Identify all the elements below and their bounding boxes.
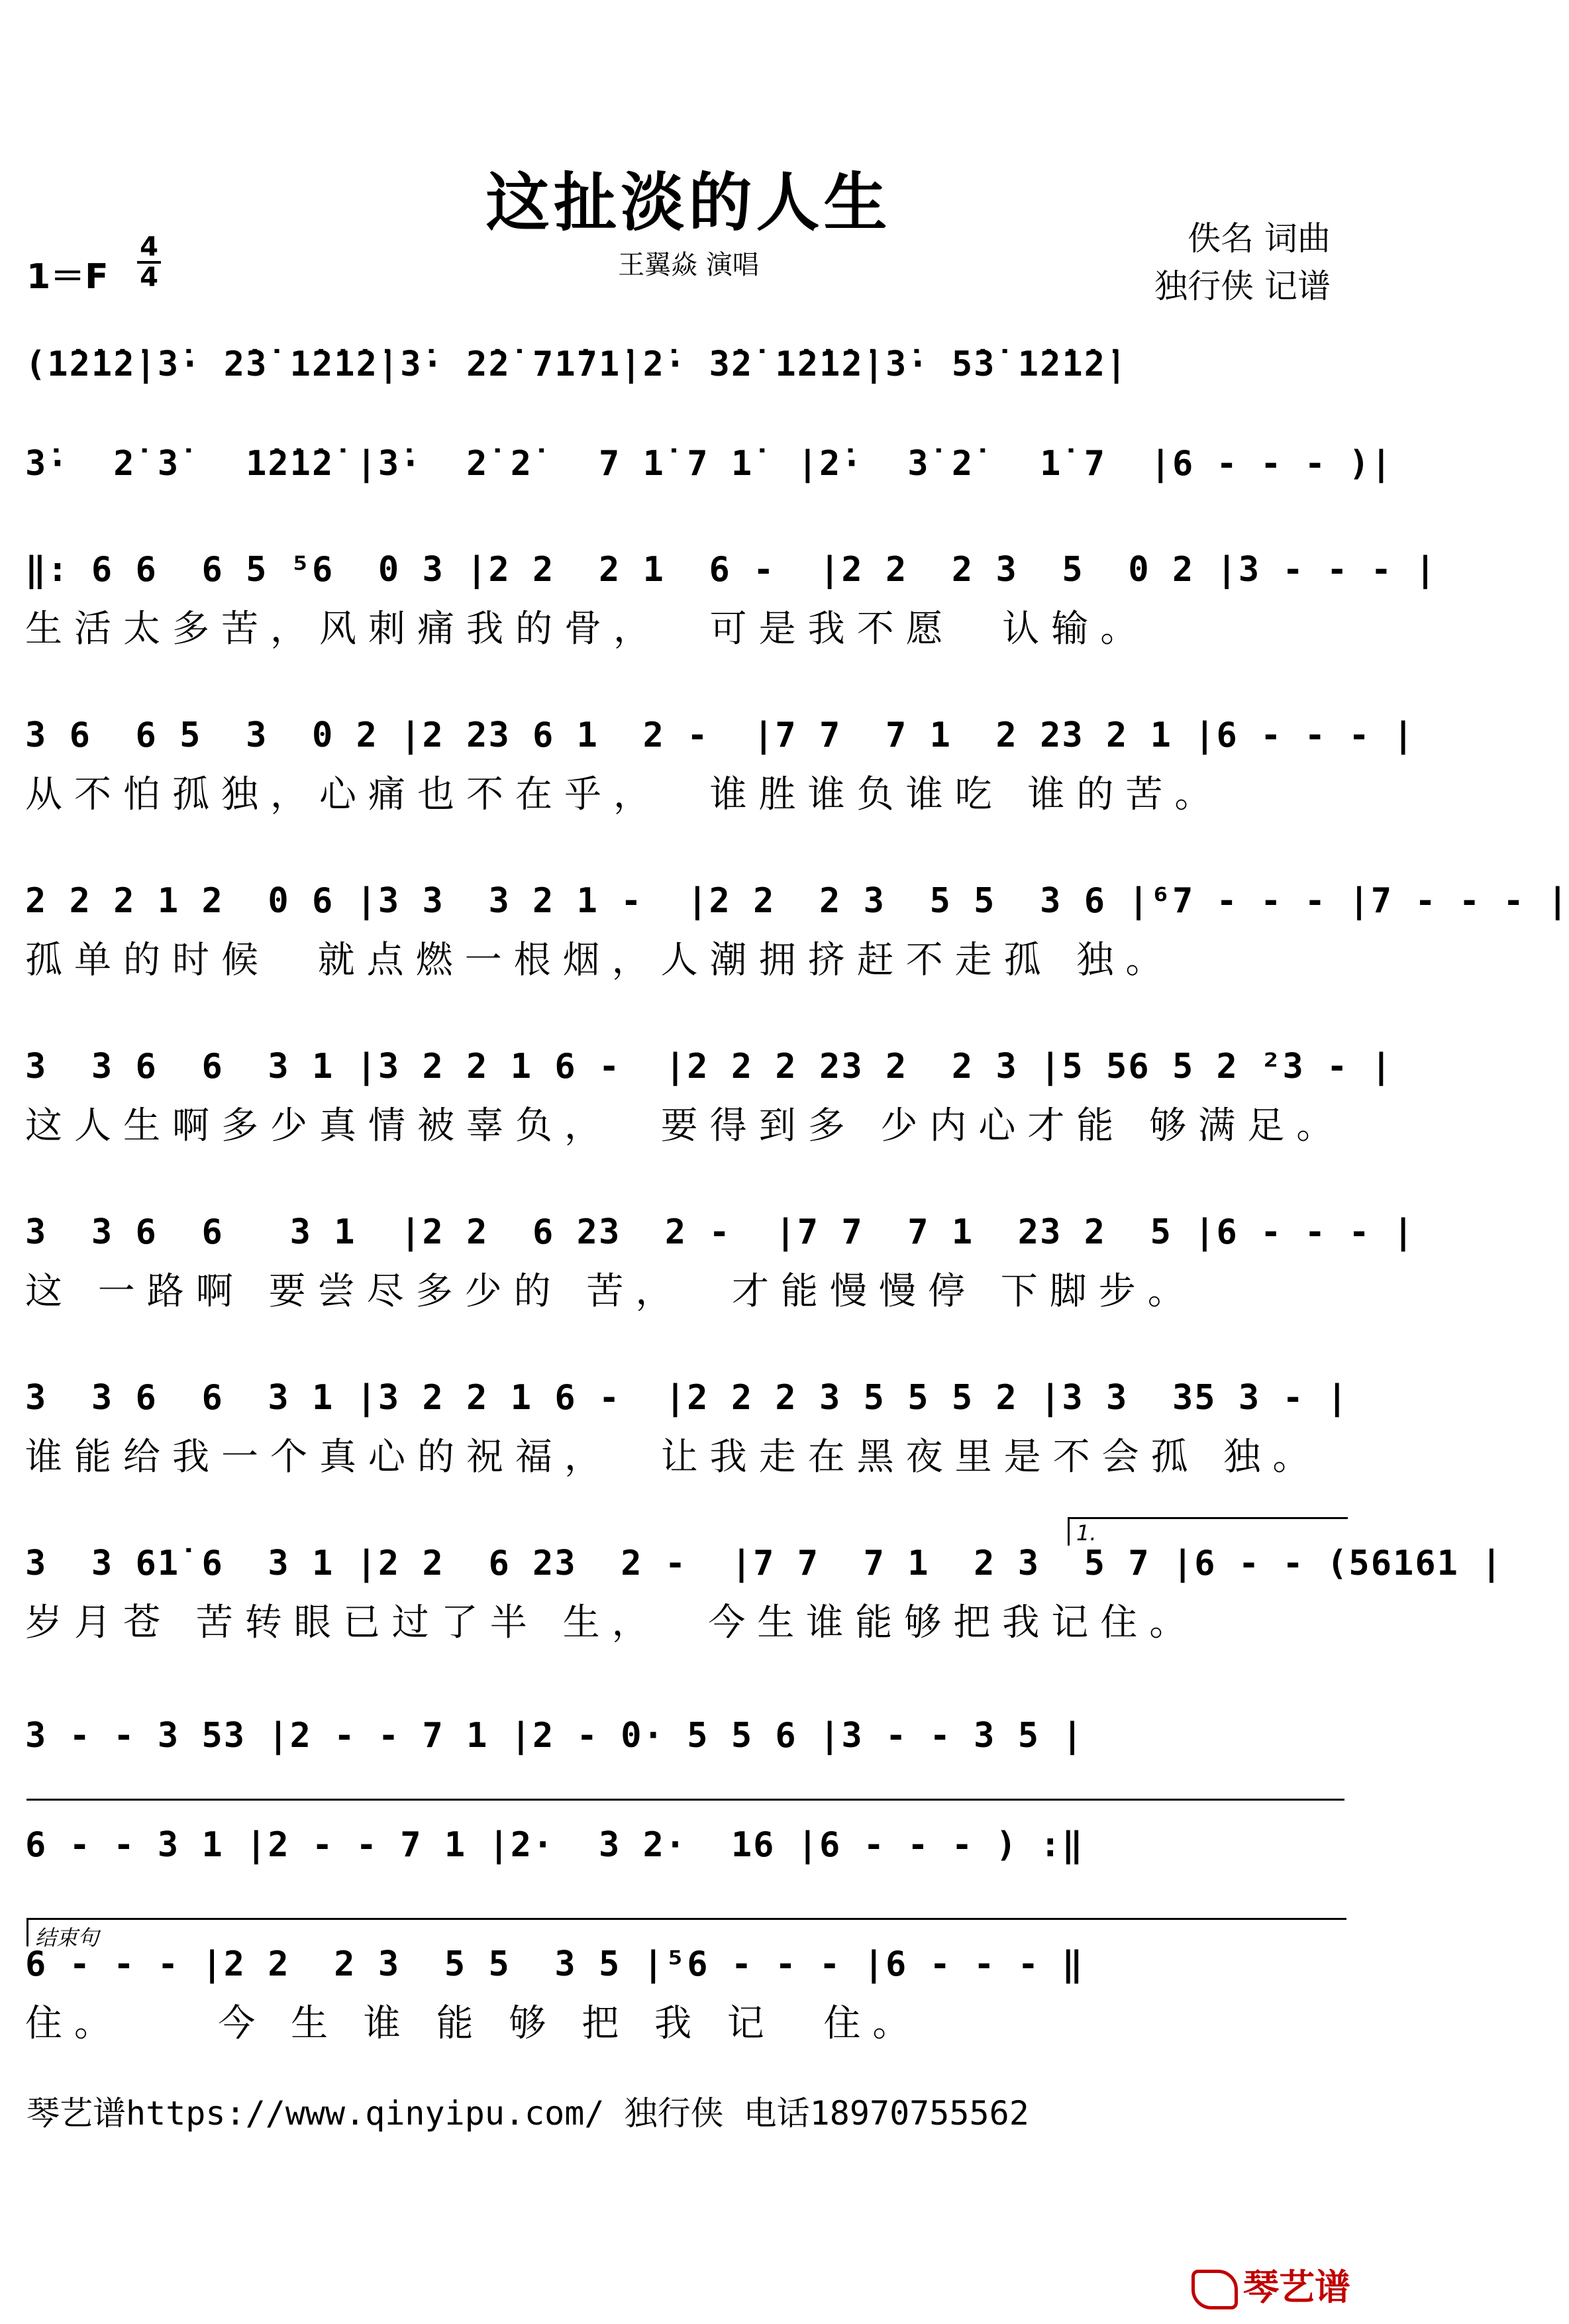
notation-line: 3 - - 3 53 |2 - - 7 1 |2 - 0· 5 5 6 |3 - - 3 5 |: [25, 1716, 1084, 1756]
notation-line: 3 3 6 6 3 1 |3 2 2 1 6 - |2 2 2 23 2 2 3 |5 56 5 2 ²3 - |: [25, 1047, 1393, 1086]
notation-line: ‖: 6 6 6 5 ⁵6 0 3 |2 2 2 1 6 - |2 2 2 3 5 0 2 |3 - - - |: [25, 550, 1437, 590]
score-row-11: [25, 1805, 1356, 1885]
lyric-line: 住。 今 生 谁 能 够 把 我 记 住。: [25, 2002, 922, 2045]
key-signature: 1＝F: [26, 257, 109, 297]
logo-text: 琴艺谱: [1243, 2266, 1350, 2308]
ending-label: 结束句: [35, 1925, 99, 1950]
transcriber-credit: 独行侠 记谱: [1154, 267, 1331, 305]
score-row-10: [25, 1696, 1356, 1775]
time-signature: [136, 233, 162, 291]
lyric-line: 从不怕孤独，心痛也不在乎， 谁胜谁负谁吃 谁的苦。: [25, 773, 1224, 816]
score-row-6: [25, 1027, 1393, 1147]
lyric-line: 岁月苍 苦转眼已过了半 生， 今生谁能够把我记住。: [25, 1601, 1199, 1644]
notation-line: 2 2 2 1 2 0 6 |3 3 3 2 1 - |2 2 2 3 5 5 3 6 |⁶7 - - - |7 - - - |: [25, 881, 1569, 921]
composer-credit: 佚名 词曲: [1188, 219, 1331, 258]
notation-line: (1̇2̇1̇2̇|3̇· 2̇3̇ 1̇2̇1̇2̇|3̇· 2̇2̇ 71̇71̇|2̇· 3̇2̇ 1̇2̇1̇2̇|3̇· 5̇3̇ 1̇2̇1̇2̇|: [25, 344, 1129, 384]
score-row-9: [25, 1524, 1503, 1644]
lyric-line: 谁能给我一个真心的祝福， 让我走在黑夜里是不会孤 独。: [25, 1436, 1322, 1479]
notation-line: 3 3 6 6 3 1 |2 2 6 23 2 - |7 7 7 1 23 2 5 |6 - - - |: [25, 1212, 1415, 1252]
song-title: 这扯淡的人生: [485, 165, 891, 240]
footer-source: 琴艺谱https://www.qinyipu.com/ 独行侠 电话18970755562: [26, 2094, 1029, 2133]
lyric-line: 这人生啊多少真情被辜负， 要得到多 少内心才能 够满足。: [25, 1104, 1346, 1147]
notation-line: 3 6 6 5 3 0 2 |2 23 6 1 2 - |7 7 7 1 2 23 2 1 |6 - - - |: [25, 715, 1415, 755]
lyric-line: 生活太多苦，风刺痛我的骨， 可是我不愿 认输。: [25, 607, 1150, 651]
lyric-line: 这 一路啊 要尝尽多少的 苦， 才能慢慢停 下脚步。: [25, 1270, 1197, 1313]
system-rule: [26, 1799, 1344, 1801]
score-row-7: [25, 1192, 1415, 1313]
notation-line: 6 - - 3 1 |2 - - 7 1 |2· 3 2· 16 |6 - - - ) :‖: [25, 1825, 1084, 1865]
score-row-2: [25, 424, 1393, 503]
time-signature-top: 4: [140, 232, 158, 262]
score-row-5: [25, 861, 1569, 982]
score-row-4: [25, 696, 1415, 816]
score-row-3: [25, 530, 1437, 651]
site-logo: [1191, 2259, 1350, 2310]
singer-credit: 王翼焱 演唱: [618, 250, 759, 280]
score-row-8: [25, 1358, 1356, 1479]
logo-icon: [1191, 2270, 1238, 2309]
volta-label: 1.: [1076, 1520, 1097, 1546]
notation-line: 3 3 6 6 3 1 |3 2 2 1 6 - |2 2 2 3 5 5 5 2 |3 3 35 3 - |: [25, 1378, 1349, 1418]
notation-line: 3 3 61̇ 6 3 1 |2 2 6 23 2 - |7 7 7 1 2 3 5 7 |6 - - (56161 |: [25, 1544, 1503, 1583]
lyric-line: 孤单的时候 就点燃一根烟，人潮拥挤赶不走孤 独。: [25, 939, 1175, 982]
notation-line: 6 - - - |2 2 2 3 5 5 3 5 |⁵6 - - - |6 - - - ‖: [25, 1944, 1084, 1984]
notation-line: 3̇· 2̇ 3̇ 1̇2̇1̇2̇ |3̇· 2̇ 2̇ 7 1̇ 7 1̇ |2̇· 3̇ 2̇ 1̇ 7 |6 - - - )|: [25, 444, 1393, 484]
score-row-12: [25, 1925, 1356, 2045]
score-row-1: [25, 325, 1356, 404]
time-signature-bottom: 4: [140, 262, 158, 293]
